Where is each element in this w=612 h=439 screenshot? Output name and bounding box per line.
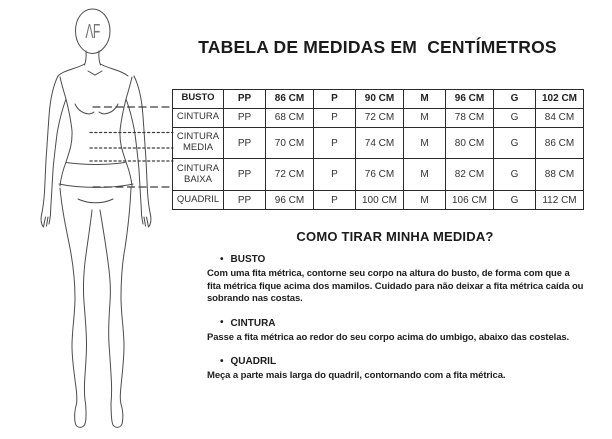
instruction-text: Passe a fita métrica ao redor do seu corpo acima do umbigo, abaixo das costelas. (207, 331, 570, 343)
body-figure-illustration (0, 0, 200, 439)
size-cell: M (404, 159, 446, 191)
table-row-cintura-media (173, 127, 584, 159)
instructions-list (207, 254, 585, 395)
table-row-cintura (173, 108, 584, 127)
size-cell: P (314, 159, 356, 191)
size-cell: P (314, 127, 356, 159)
size-cell: G (494, 159, 536, 191)
row-label: QUADRIL (173, 191, 224, 210)
row-label: CINTURA (173, 108, 224, 127)
measurement-cell: 72 CM (266, 159, 314, 191)
page-title: TABELA DE MEDIDAS EM CENTÍMETROS (198, 37, 557, 57)
size-cell: G (494, 108, 536, 127)
brand-monogram: ΛF (85, 19, 100, 43)
measurement-cell: 78 CM (446, 108, 494, 127)
instruction-text: Meça a parte mais larga do quadril, contornando com a fita métrica. (207, 370, 506, 382)
figure-lines (41, 9, 151, 427)
size-cell: PP (224, 191, 266, 210)
measurement-cell: 90 CM (356, 90, 404, 109)
row-label: BUSTO (173, 90, 224, 109)
instruction-item-quadril (207, 356, 585, 383)
measurement-cell: 102 CM (536, 90, 584, 109)
instruction-term-row (207, 318, 585, 329)
size-cell: G (494, 127, 536, 159)
bullet-icon: • (220, 355, 224, 367)
instruction-term: CINTURA (230, 317, 276, 329)
table-row-cintura-baixa (173, 159, 584, 191)
measurement-cell: 72 CM (356, 108, 404, 127)
measurement-cell: 86 CM (536, 127, 584, 159)
size-cell: M (404, 108, 446, 127)
instruction-term-row (207, 356, 585, 367)
measurement-cell: 84 CM (536, 108, 584, 127)
instruction-item-cintura (207, 318, 585, 345)
instruction-term: BUSTO (230, 254, 266, 265)
measurement-cell: 96 CM (446, 90, 494, 109)
instruction-term: QUADRIL (230, 356, 277, 368)
size-cell: PP (224, 108, 266, 127)
measurement-cell: 106 CM (446, 191, 494, 210)
size-cell: M (404, 127, 446, 159)
measurement-cell: 112 CM (536, 191, 584, 210)
measurement-cell: 80 CM (446, 127, 494, 159)
instruction-text: Com uma fita métrica, contorne seu corpo na altura do busto, de forma com que a fita métrica fique acima dos mamilos. Cuidado para não deixar a fita métrica caída ou sobrando nas costas. (207, 268, 584, 305)
measurement-cell: 70 CM (266, 127, 314, 159)
size-cell: G (494, 191, 536, 210)
instructions-heading: COMO TIRAR MINHA MEDIDA? (296, 229, 494, 244)
measurement-cell: 82 CM (446, 159, 494, 191)
bullet-icon: • (220, 253, 224, 265)
table-row-quadril (173, 191, 584, 210)
row-label: CINTURA MEDIA (173, 127, 224, 159)
size-cell: PP (224, 159, 266, 191)
row-label: CINTURA BAIXA (173, 159, 224, 191)
size-cell: M (404, 90, 446, 109)
size-cell: M (404, 191, 446, 210)
table-row-busto (173, 90, 584, 109)
measurement-cell: 74 CM (356, 127, 404, 159)
size-table (172, 89, 584, 210)
size-cell: PP (224, 90, 266, 109)
size-cell: P (314, 191, 356, 210)
size-cell: P (314, 108, 356, 127)
measurement-cell: 88 CM (536, 159, 584, 191)
bullet-icon: • (220, 317, 224, 329)
size-cell: P (314, 90, 356, 109)
measurement-cell: 96 CM (266, 191, 314, 210)
measurement-cell: 68 CM (266, 108, 314, 127)
instruction-term-row (207, 254, 585, 265)
size-cell: PP (224, 127, 266, 159)
measurement-cell: 100 CM (356, 191, 404, 210)
size-cell: G (494, 90, 536, 109)
measurement-cell: 86 CM (266, 90, 314, 109)
instruction-item-busto (207, 254, 585, 306)
measurement-cell: 76 CM (356, 159, 404, 191)
